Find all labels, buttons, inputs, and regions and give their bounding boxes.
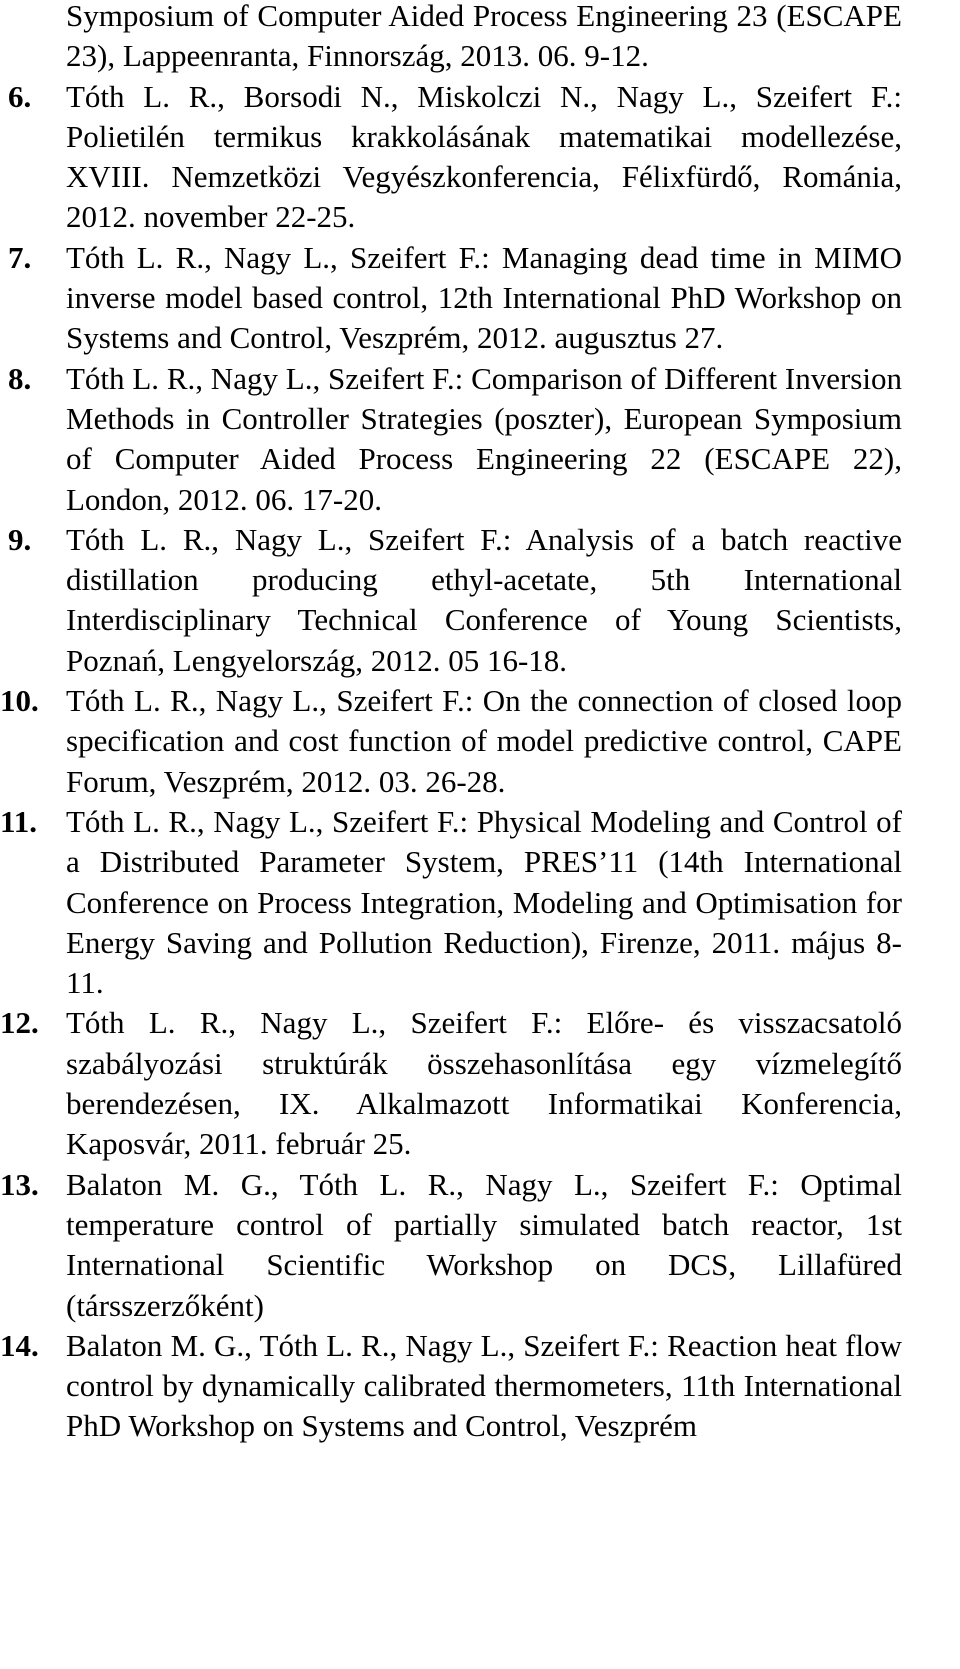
entry-number: 11. <box>0 803 38 839</box>
entry-number: 7. <box>8 239 32 275</box>
publication-entry-8 <box>0 359 902 520</box>
continued-entry-text: Symposium of Computer Aided Process Engineering 23 (ESCAPE 23), Lappeenranta, Finnország, 2013. 06. 9-12. <box>66 0 902 74</box>
publication-entry-7 <box>0 238 902 359</box>
entry-text: Tóth L. R., Nagy L., Szeifert F.: Physical Modeling and Control of a Distributed Parameter System, PRES’11 (14th International Conference on Process Integration, Modeling and Optimisation for Energy Saving and Pollution Reduction), Firenze, 2011. május 8-11. <box>66 803 902 1001</box>
publication-entry-10 <box>0 681 902 802</box>
publication-entry-6 <box>0 77 902 238</box>
publication-entry-14 <box>0 1326 902 1447</box>
entry-text: Tóth L. R., Nagy L., Szeifert F.: Analysis of a batch reactive distillation producing ethyl-acetate, 5th International Interdisciplinary Technical Conference of Young Scientists, Poznań, Lengyelország, 2012. 05 16-18. <box>66 521 902 678</box>
entry-number: 14. <box>0 1327 39 1363</box>
entry-number: 10. <box>0 683 39 719</box>
entry-text: Balaton M. G., Tóth L. R., Nagy L., Szeifert F.: Optimal temperature control of partially simulated batch reactor, 1st International Scientific Workshop on DCS, Lillafüred (társszerzőként) <box>66 1166 902 1323</box>
entry-text: Tóth L. R., Borsodi N., Miskolczi N., Nagy L., Szeifert F.: Polietilén termikus krakkolásának matematikai modellezése, XVIII. Nemzetközi Vegyészkonferencia, Félixfürdő, Románia, 2012. november 22-25. <box>66 78 902 235</box>
entry-text: Tóth L. R., Nagy L., Szeifert F.: Managing dead time in MIMO inverse model based control, 12th International PhD Workshop on Systems and Control, Veszprém, 2012. augusztus 27. <box>66 239 902 356</box>
entry-number: 12. <box>0 1005 39 1041</box>
entry-text: Tóth L. R., Nagy L., Szeifert F.: Előre- és visszacsatoló szabályozási struktúrák összehasonlítása egy vízmelegítő berendezésen, IX. Alkalmazott Informatikai Konferencia, Kaposvár, 2011. február 25. <box>66 1005 902 1162</box>
entry-text: Balaton M. G., Tóth L. R., Nagy L., Szeifert F.: Reaction heat flow control by dynamically calibrated thermometers, 11th International PhD Workshop on Systems and Control, Veszprém <box>66 1327 902 1444</box>
entry-text: Tóth L. R., Nagy L., Szeifert F.: Comparison of Different Inversion Methods in Controller Strategies (poszter), European Symposium of Computer Aided Process Engineering 22 (ESCAPE 22), London, 2012. 06. 17-20. <box>66 360 902 517</box>
publication-entry-9 <box>0 520 902 681</box>
entry-number: 6. <box>8 78 32 114</box>
entry-text: Tóth L. R., Nagy L., Szeifert F.: On the connection of closed loop specification and cost function of model predictive control, CAPE Forum, Veszprém, 2012. 03. 26-28. <box>66 683 902 799</box>
publication-entry-12 <box>0 1003 902 1164</box>
entry-number: 13. <box>0 1166 39 1202</box>
entry-number: 9. <box>8 521 32 557</box>
publication-entry-13 <box>0 1165 902 1326</box>
publication-entry-11 <box>0 802 902 1003</box>
entry-number: 8. <box>8 360 32 396</box>
